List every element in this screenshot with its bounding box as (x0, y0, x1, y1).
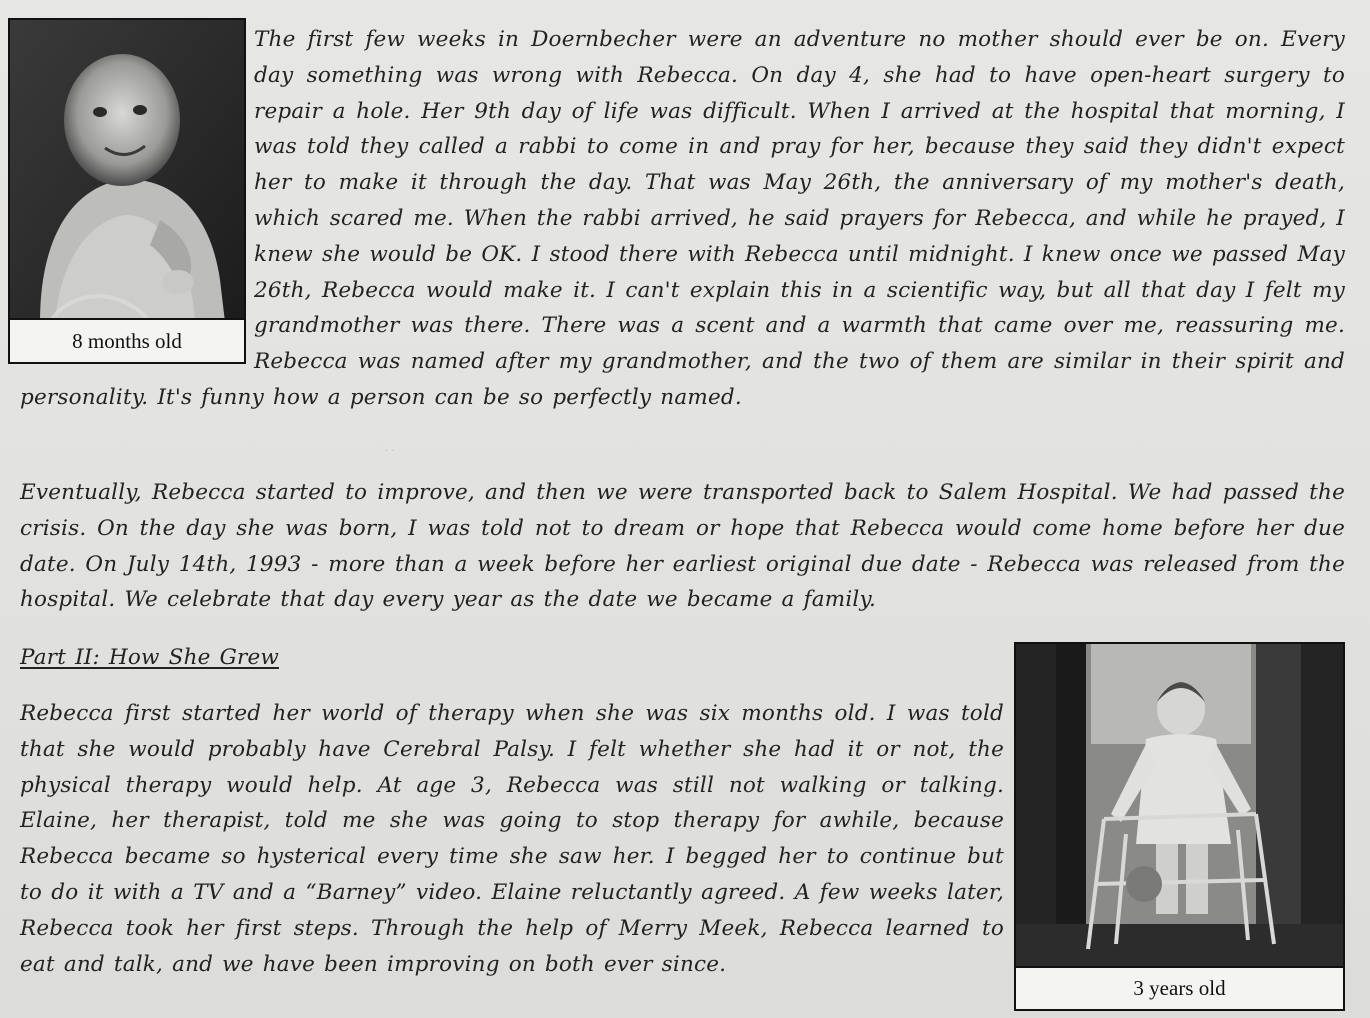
paragraph-doernbecher: The first few weeks in Doernbecher were an adventure no mother should ever be on. Every day something was wrong with Rebecca. On day 4, she had to have open-heart surgery to repair a hole. Her 9th day of life was difficult. When I arrived at the hospital that morning, I was told they called a rabbi to come in and pray for her, because they said they didn't expect her to make it through the day. That was May 26th, the anniversary of my mother's death, which scared me. When the rabbi arrived, he said prayers for Rebecca, and while he prayed, I knew she would be OK. I stood there with Rebecca until midnight. I knew once we passed May 26th, Rebecca would make it. I can't explain this in a scientific way, but all that day I felt my grandmother was there. There was a scent and a warmth that came over me, reassuring me. Rebecca was named after my grandmother, and the two of them are similar in their spirit and personality. It's funny how a person can be so perfectly named. (20, 27, 1345, 410)
photo-toddler (1014, 642, 1345, 1011)
scan-smudge: · · (385, 446, 395, 457)
section-heading: Part II: How She Grew (20, 645, 279, 670)
paragraph-therapy: Rebecca first started her world of therapy when she was six months old. I was told that she would probably have Cerebral Palsy. I felt whether she had it or not, the physical therapy would help. At age 3, Rebecca was still not walking or talking. Elaine, her therapist, told me she was going to stop therapy for awhile, because Rebecca became so hysterical every time she saw her. I begged her to continue but to do it with a TV and a “Barney” video. Elaine reluctantly agreed. A few weeks later, Rebecca took her first steps. Through the help of Merry Meek, Rebecca learned to eat and talk, and we have been improving on both ever since. (20, 701, 1004, 977)
paragraph-salem-hospital: Eventually, Rebecca started to improve, and then we were transported back to Salem Hospital. We had passed the crisis. On the day she was born, I was told not to dream or hope that Rebecca would come home before her due date. On July 14th, 1993 - more than a week before her earliest original due date - Rebecca was released from the hospital. We celebrate that day every year as the date we became a family. (20, 480, 1345, 613)
photo-spacer (20, 22, 254, 372)
toddler-photo-image (1016, 644, 1343, 972)
photo-caption: 8 months old (10, 318, 244, 362)
paragraph-container (20, 22, 1345, 416)
photo-caption: 3 years old (1016, 966, 1343, 1009)
